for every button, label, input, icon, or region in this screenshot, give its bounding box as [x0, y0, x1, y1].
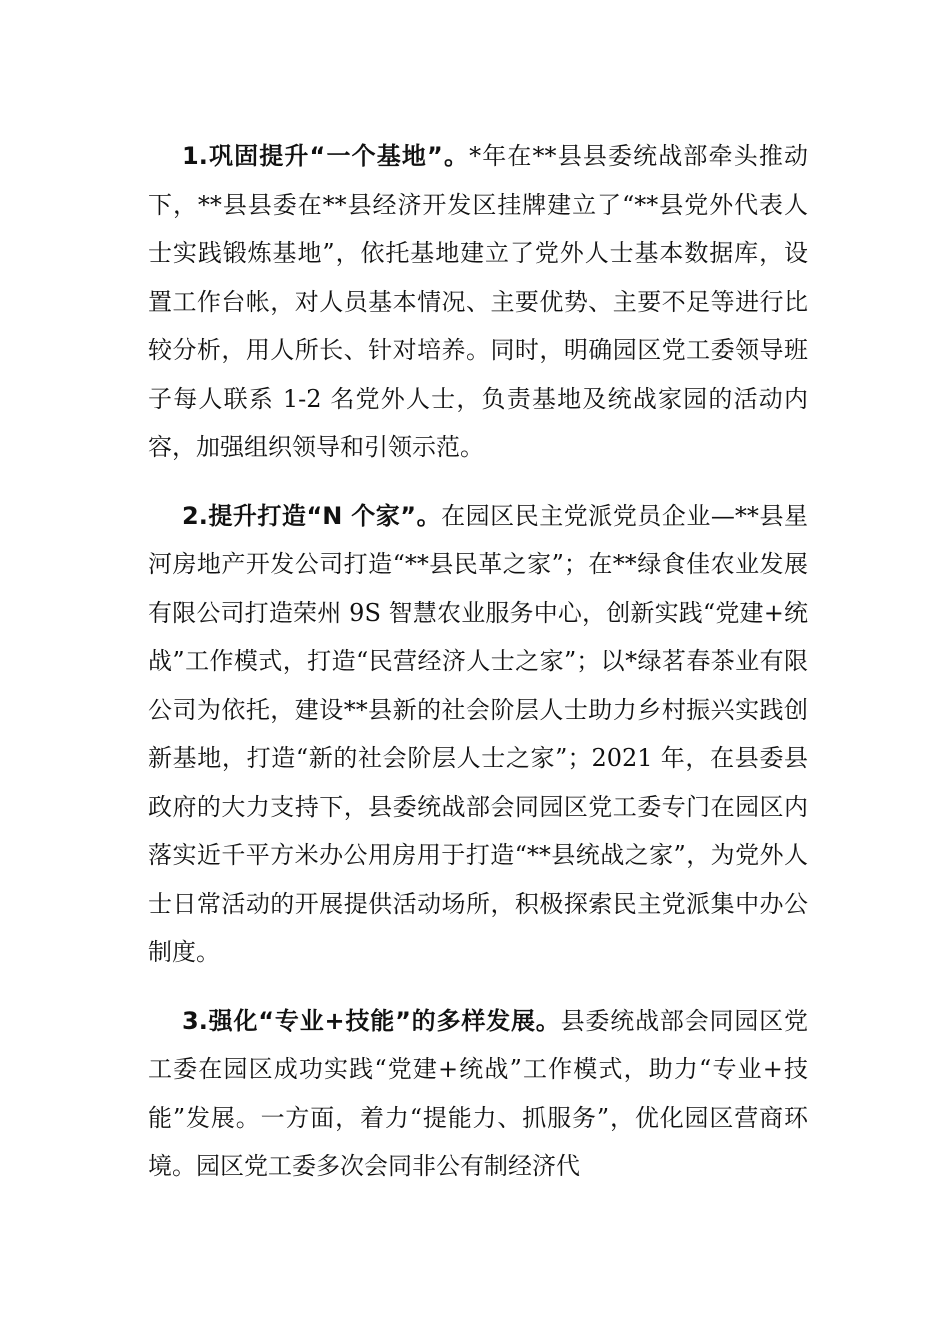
paragraph-2-heading: 2.提升打造“N 个家”。: [182, 501, 442, 530]
paragraph-2-text: 在园区民主党派党员企业—**县星河房地产开发公司打造“**县民革之家”；在**绿食佳农业发展有限公司打造荣州 9S 智慧农业服务中心，创新实践“党建+统战”工作模式，打造“民营经济人士之家”；以*绿茗春茶业有限公司为依托，建设**县新的社会阶层人士助力乡村振兴实践创新基地，打造“新的社会阶层人士之家”；2021 年，在县委县政府的大力支持下，县委统战部会同园区党工委专门在园区内落实近千平方米办公用房用于打造“**县统战之家”，为党外人士日常活动的开展提供活动场所，积极探索民主党派集中办公制度。: [148, 501, 808, 966]
paragraph-3: [148, 997, 808, 1191]
paragraph-2: [148, 492, 808, 977]
paragraph-1-heading: 1.巩固提升“一个基地”。: [182, 142, 470, 170]
paragraph-3-text: 县委统战部会同园区党工委在园区成功实践“党建+统战”工作模式，助力“专业+技能”发展。一方面，着力“提能力、抓服务”，优化园区营商环境。园区党工委多次会同非公有制经济代: [148, 1006, 808, 1180]
paragraph-3-heading: 3.强化“专业+技能”的多样发展。: [182, 1006, 561, 1035]
paragraph-1: [148, 132, 808, 472]
paragraph-1-text: *年在**县县委统战部牵头推动下，**县县委在**县经济开发区挂牌建立了“**县党外代表人士实践锻炼基地”，依托基地建立了党外人士基本数据库，设置工作台帐，对人员基本情况、主要优势、主要不足等进行比较分析，用人所长、针对培养。同时，明确园区党工委领导班子每人联系 1-2 名党外人士，负责基地及统战家园的活动内容，加强组织领导和引领示范。: [148, 142, 808, 461]
document-body: [148, 132, 808, 1211]
